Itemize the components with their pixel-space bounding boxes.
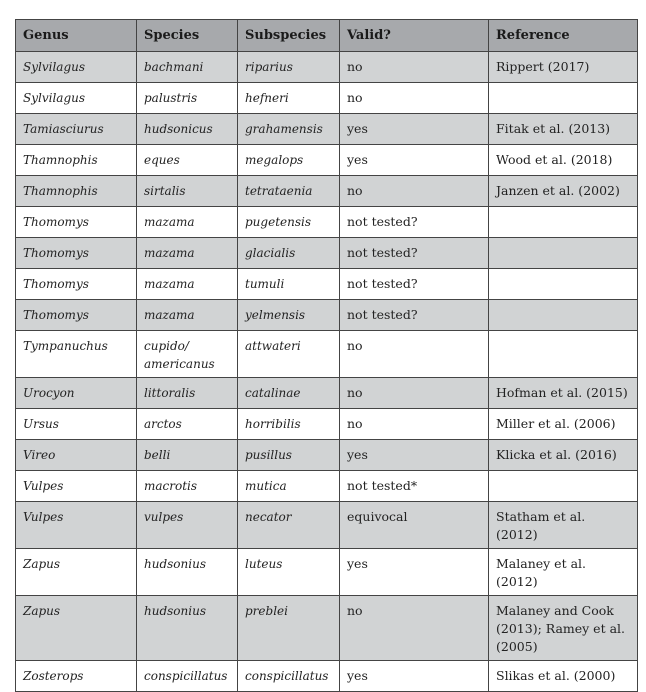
cell-genus: Thomomys bbox=[16, 238, 137, 269]
cell-species: mazama bbox=[137, 238, 238, 269]
cell-reference: Hofman et al. (2015) bbox=[489, 378, 638, 409]
cell-valid: yes bbox=[340, 549, 489, 596]
cell-subspecies: megalops bbox=[238, 145, 340, 176]
cell-subspecies: luteus bbox=[238, 549, 340, 596]
cell-species: belli bbox=[137, 440, 238, 471]
header-valid: Valid? bbox=[340, 20, 489, 52]
cell-reference bbox=[489, 331, 638, 378]
cell-genus: Vulpes bbox=[16, 502, 137, 549]
cell-valid: not tested? bbox=[340, 300, 489, 331]
table-row bbox=[16, 596, 638, 661]
cell-genus: Zapus bbox=[16, 549, 137, 596]
cell-genus: Thomomys bbox=[16, 207, 137, 238]
table-row bbox=[16, 238, 638, 269]
cell-species: sirtalis bbox=[137, 176, 238, 207]
cell-valid: not tested? bbox=[340, 207, 489, 238]
cell-species: cupido/ americanus bbox=[137, 331, 238, 378]
cell-reference bbox=[489, 238, 638, 269]
cell-reference: Janzen et al. (2002) bbox=[489, 176, 638, 207]
table-row bbox=[16, 300, 638, 331]
cell-genus: Urocyon bbox=[16, 378, 137, 409]
cell-valid: not tested? bbox=[340, 269, 489, 300]
table-row bbox=[16, 661, 638, 692]
cell-subspecies: glacialis bbox=[238, 238, 340, 269]
cell-species: eques bbox=[137, 145, 238, 176]
cell-reference: Wood et al. (2018) bbox=[489, 145, 638, 176]
header-genus: Genus bbox=[16, 20, 137, 52]
cell-reference: Malaney et al. (2012) bbox=[489, 549, 638, 596]
cell-subspecies: catalinae bbox=[238, 378, 340, 409]
table-row bbox=[16, 409, 638, 440]
cell-genus: Ursus bbox=[16, 409, 137, 440]
cell-subspecies: hefneri bbox=[238, 83, 340, 114]
cell-genus: Tympanuchus bbox=[16, 331, 137, 378]
table-row bbox=[16, 549, 638, 596]
cell-species: vulpes bbox=[137, 502, 238, 549]
cell-genus: Sylvilagus bbox=[16, 83, 137, 114]
cell-reference: Miller et al. (2006) bbox=[489, 409, 638, 440]
cell-species: littoralis bbox=[137, 378, 238, 409]
cell-reference bbox=[489, 300, 638, 331]
cell-reference: Malaney and Cook (2013); Ramey et al. (2005) bbox=[489, 596, 638, 661]
cell-reference: Fitak et al. (2013) bbox=[489, 114, 638, 145]
cell-species: mazama bbox=[137, 269, 238, 300]
header-species: Species bbox=[137, 20, 238, 52]
cell-valid: no bbox=[340, 596, 489, 661]
cell-valid: equivocal bbox=[340, 502, 489, 549]
subspecies-validity-table bbox=[15, 19, 638, 692]
cell-subspecies: attwateri bbox=[238, 331, 340, 378]
cell-subspecies: tumuli bbox=[238, 269, 340, 300]
cell-species: hudsonicus bbox=[137, 114, 238, 145]
cell-subspecies: horribilis bbox=[238, 409, 340, 440]
cell-species: macrotis bbox=[137, 471, 238, 502]
table-row bbox=[16, 145, 638, 176]
cell-valid: yes bbox=[340, 440, 489, 471]
table-row bbox=[16, 176, 638, 207]
cell-subspecies: conspicillatus bbox=[238, 661, 340, 692]
cell-genus: Thomomys bbox=[16, 269, 137, 300]
cell-valid: yes bbox=[340, 661, 489, 692]
cell-valid: yes bbox=[340, 145, 489, 176]
cell-valid: no bbox=[340, 83, 489, 114]
cell-subspecies: yelmensis bbox=[238, 300, 340, 331]
cell-genus: Zapus bbox=[16, 596, 137, 661]
table-header-row bbox=[16, 20, 638, 52]
cell-genus: Sylvilagus bbox=[16, 52, 137, 83]
header-subspecies: Subspecies bbox=[238, 20, 340, 52]
table-row bbox=[16, 378, 638, 409]
table-row bbox=[16, 331, 638, 378]
cell-valid: not tested* bbox=[340, 471, 489, 502]
cell-species: mazama bbox=[137, 207, 238, 238]
cell-subspecies: necator bbox=[238, 502, 340, 549]
table-row bbox=[16, 207, 638, 238]
table-row bbox=[16, 114, 638, 145]
cell-species: mazama bbox=[137, 300, 238, 331]
cell-subspecies: pugetensis bbox=[238, 207, 340, 238]
cell-genus: Thamnophis bbox=[16, 176, 137, 207]
cell-genus: Thomomys bbox=[16, 300, 137, 331]
cell-species: hudsonius bbox=[137, 596, 238, 661]
table-row bbox=[16, 502, 638, 549]
cell-species: hudsonius bbox=[137, 549, 238, 596]
cell-valid: not tested? bbox=[340, 238, 489, 269]
cell-species: conspicillatus bbox=[137, 661, 238, 692]
table-row bbox=[16, 440, 638, 471]
cell-genus: Thamnophis bbox=[16, 145, 137, 176]
cell-valid: no bbox=[340, 378, 489, 409]
cell-reference: Statham et al. (2012) bbox=[489, 502, 638, 549]
cell-valid: no bbox=[340, 331, 489, 378]
cell-subspecies: preblei bbox=[238, 596, 340, 661]
cell-genus: Vulpes bbox=[16, 471, 137, 502]
cell-reference: Rippert (2017) bbox=[489, 52, 638, 83]
cell-reference: Klicka et al. (2016) bbox=[489, 440, 638, 471]
cell-species: bachmani bbox=[137, 52, 238, 83]
cell-valid: no bbox=[340, 409, 489, 440]
table-row bbox=[16, 269, 638, 300]
cell-genus: Vireo bbox=[16, 440, 137, 471]
cell-genus: Tamiasciurus bbox=[16, 114, 137, 145]
cell-reference: Slikas et al. (2000) bbox=[489, 661, 638, 692]
cell-reference bbox=[489, 269, 638, 300]
cell-subspecies: riparius bbox=[238, 52, 340, 83]
cell-subspecies: tetrataenia bbox=[238, 176, 340, 207]
cell-reference bbox=[489, 471, 638, 502]
cell-subspecies: mutica bbox=[238, 471, 340, 502]
header-reference: Reference bbox=[489, 20, 638, 52]
cell-reference bbox=[489, 83, 638, 114]
cell-subspecies: grahamensis bbox=[238, 114, 340, 145]
cell-species: arctos bbox=[137, 409, 238, 440]
cell-subspecies: pusillus bbox=[238, 440, 340, 471]
cell-species: palustris bbox=[137, 83, 238, 114]
cell-valid: yes bbox=[340, 114, 489, 145]
table-body bbox=[16, 52, 638, 692]
table-row bbox=[16, 471, 638, 502]
cell-genus: Zosterops bbox=[16, 661, 137, 692]
cell-valid: no bbox=[340, 52, 489, 83]
table-row bbox=[16, 52, 638, 83]
cell-valid: no bbox=[340, 176, 489, 207]
table-row bbox=[16, 83, 638, 114]
cell-reference bbox=[489, 207, 638, 238]
